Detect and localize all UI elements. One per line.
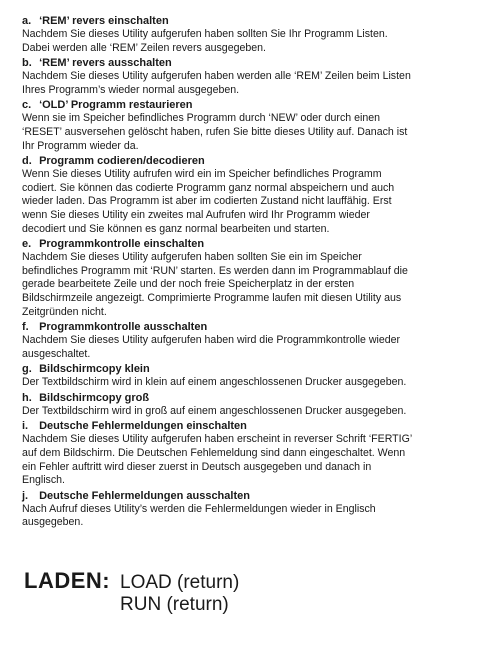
description-line: Englisch. <box>22 474 65 487</box>
description-line: Der Textbildschirm wird in groß auf einem angeschlossenen Drucker ausgegeben. <box>22 404 407 417</box>
section-letter: a. <box>22 15 32 27</box>
section-title: ‘REM’ revers einschalten <box>39 15 169 27</box>
utility-section <box>22 489 478 530</box>
section-title: Programmkontrolle einschalten <box>39 238 205 251</box>
section-letter: g. <box>22 363 32 376</box>
section-title: Bildschirmcopy groß <box>39 391 150 404</box>
load-instructions <box>24 568 239 620</box>
description-line: Wenn sie im Speicher befindliches Programm durch ‘NEW’ oder durch einen <box>22 112 380 125</box>
section-description <box>22 503 478 530</box>
load-label: LADEN: <box>24 568 111 593</box>
section-letter: h. <box>22 391 32 404</box>
utility-section <box>22 14 478 55</box>
section-description <box>22 70 478 97</box>
description-line: Nachdem Sie dieses Utility aufgerufen haben erscheint in reverser Schrift ‘FERTIG’ <box>22 433 413 446</box>
description-line: Dabei werden alle ‘REM’ Zeilen revers ausgegeben. <box>22 41 266 54</box>
description-line: Nach Aufruf dieses Utility’s werden die Fehlermeldungen wieder in Englisch <box>22 502 376 515</box>
description-line: befindliches Programm mit ‘RUN’ starten. Es werden dann im Programmablauf die <box>22 264 408 277</box>
description-line: wieder laden. Das Programm ist aber im codierten Zustand nicht lauffähig. Erst <box>22 195 392 208</box>
description-line: Bildschirmzeile angezeigt. Comprimierte Programme laufen mit diesen Utility aus <box>22 291 402 304</box>
section-title: Deutsche Fehlermeldungen ausschalten <box>39 489 250 502</box>
section-title: Deutsche Fehlermeldungen einschalten <box>39 420 247 433</box>
section-letter: i. <box>22 420 29 433</box>
section-description <box>22 334 478 361</box>
description-line: codiert. Sie können das codierte Programm ganz normal abspeichern und auch <box>22 181 395 194</box>
section-description <box>22 28 478 55</box>
description-line: decodiert und Sie können es ganz normal bearbeiten und starten. <box>22 222 330 235</box>
section-description <box>22 251 478 319</box>
section-heading <box>22 56 478 70</box>
section-letter: d. <box>22 155 32 168</box>
load-command: LOAD (return) <box>120 572 240 593</box>
section-description <box>22 112 478 153</box>
section-title: Programmkontrolle ausschalten <box>39 321 208 334</box>
utility-section <box>22 320 478 361</box>
utility-section <box>22 391 478 419</box>
utility-section <box>22 98 478 153</box>
section-heading <box>22 237 478 251</box>
utility-section <box>22 419 478 487</box>
utility-section <box>22 154 478 236</box>
section-heading <box>22 391 478 405</box>
description-line: auf dem Bildschirm. Die Deutschen Fehlemeldung sind dann eingeschaltet. Wenn <box>22 447 406 460</box>
description-line: gerade bearbeitete Zeile und der noch freie Speicherplatz in der ersten <box>22 278 355 291</box>
section-heading <box>22 419 478 433</box>
section-heading <box>22 98 478 112</box>
utility-section <box>22 56 478 97</box>
section-description <box>22 168 478 236</box>
section-heading <box>22 489 478 503</box>
description-line: ‘RESET’ ausversehen gelöscht haben, rufen Sie bitte dieses Utility auf. Danach ist <box>22 125 408 138</box>
section-title: ‘OLD’ Programm restaurieren <box>39 99 193 112</box>
section-title: ‘REM’ revers ausschalten <box>39 57 172 70</box>
section-heading <box>22 14 478 28</box>
load-row-1 <box>24 568 239 594</box>
section-letter: e. <box>22 238 32 251</box>
section-title: Programm codieren/decodieren <box>39 155 205 168</box>
section-letter: b. <box>22 57 32 70</box>
description-line: Nachdem Sie dieses Utility aufgerufen haben wird die Programmkontrolle wieder <box>22 334 401 347</box>
description-line: Ihr Programm wieder da. <box>22 139 139 152</box>
description-line: Nachdem Sie dieses Utility aufgerufen haben sollten Sie Ihr Programm Listen. <box>22 28 388 40</box>
description-line: ein Fehler auftritt wird dieser zuerst in Deutsch ausgegeben und danach in <box>22 460 372 473</box>
description-line: Nachdem Sie dieses Utility aufgerufen haben sollten Sie ein im Speicher <box>22 251 362 264</box>
description-line: Wenn Sie dieses Utility aufrufen wird ein im Speicher befindliches Programm <box>22 168 382 181</box>
section-letter: j. <box>22 489 29 502</box>
section-heading <box>22 320 478 334</box>
section-letter: f. <box>22 321 29 334</box>
section-heading <box>22 362 478 376</box>
section-letter: c. <box>22 99 32 112</box>
utility-section <box>22 237 478 319</box>
load-row-2 <box>24 594 239 620</box>
section-description <box>22 433 478 487</box>
section-title: Bildschirmcopy klein <box>39 363 150 376</box>
run-command: RUN (return) <box>120 594 229 615</box>
description-line: Zeitgründen nicht. <box>22 305 107 318</box>
description-line: ausgegeben. <box>22 516 84 529</box>
description-line: Nachdem Sie dieses Utility aufgerufen haben werden alle ‘REM’ Zeilen beim Listen <box>22 70 411 83</box>
section-description <box>22 405 478 419</box>
description-line: wenn Sie dieses Utility ein zweites mal Aufrufen wird Ihr Programm wieder <box>22 208 370 221</box>
utility-section <box>22 362 478 390</box>
section-description <box>22 376 478 390</box>
description-line: ausgeschaltet. <box>22 347 91 360</box>
description-line: Ihres Programm’s wieder normal ausgegeben. <box>22 83 240 96</box>
section-heading <box>22 154 478 168</box>
document-body <box>22 13 478 531</box>
description-line: Der Textbildschirm wird in klein auf einem angeschlossenen Drucker ausgegeben. <box>22 376 407 389</box>
